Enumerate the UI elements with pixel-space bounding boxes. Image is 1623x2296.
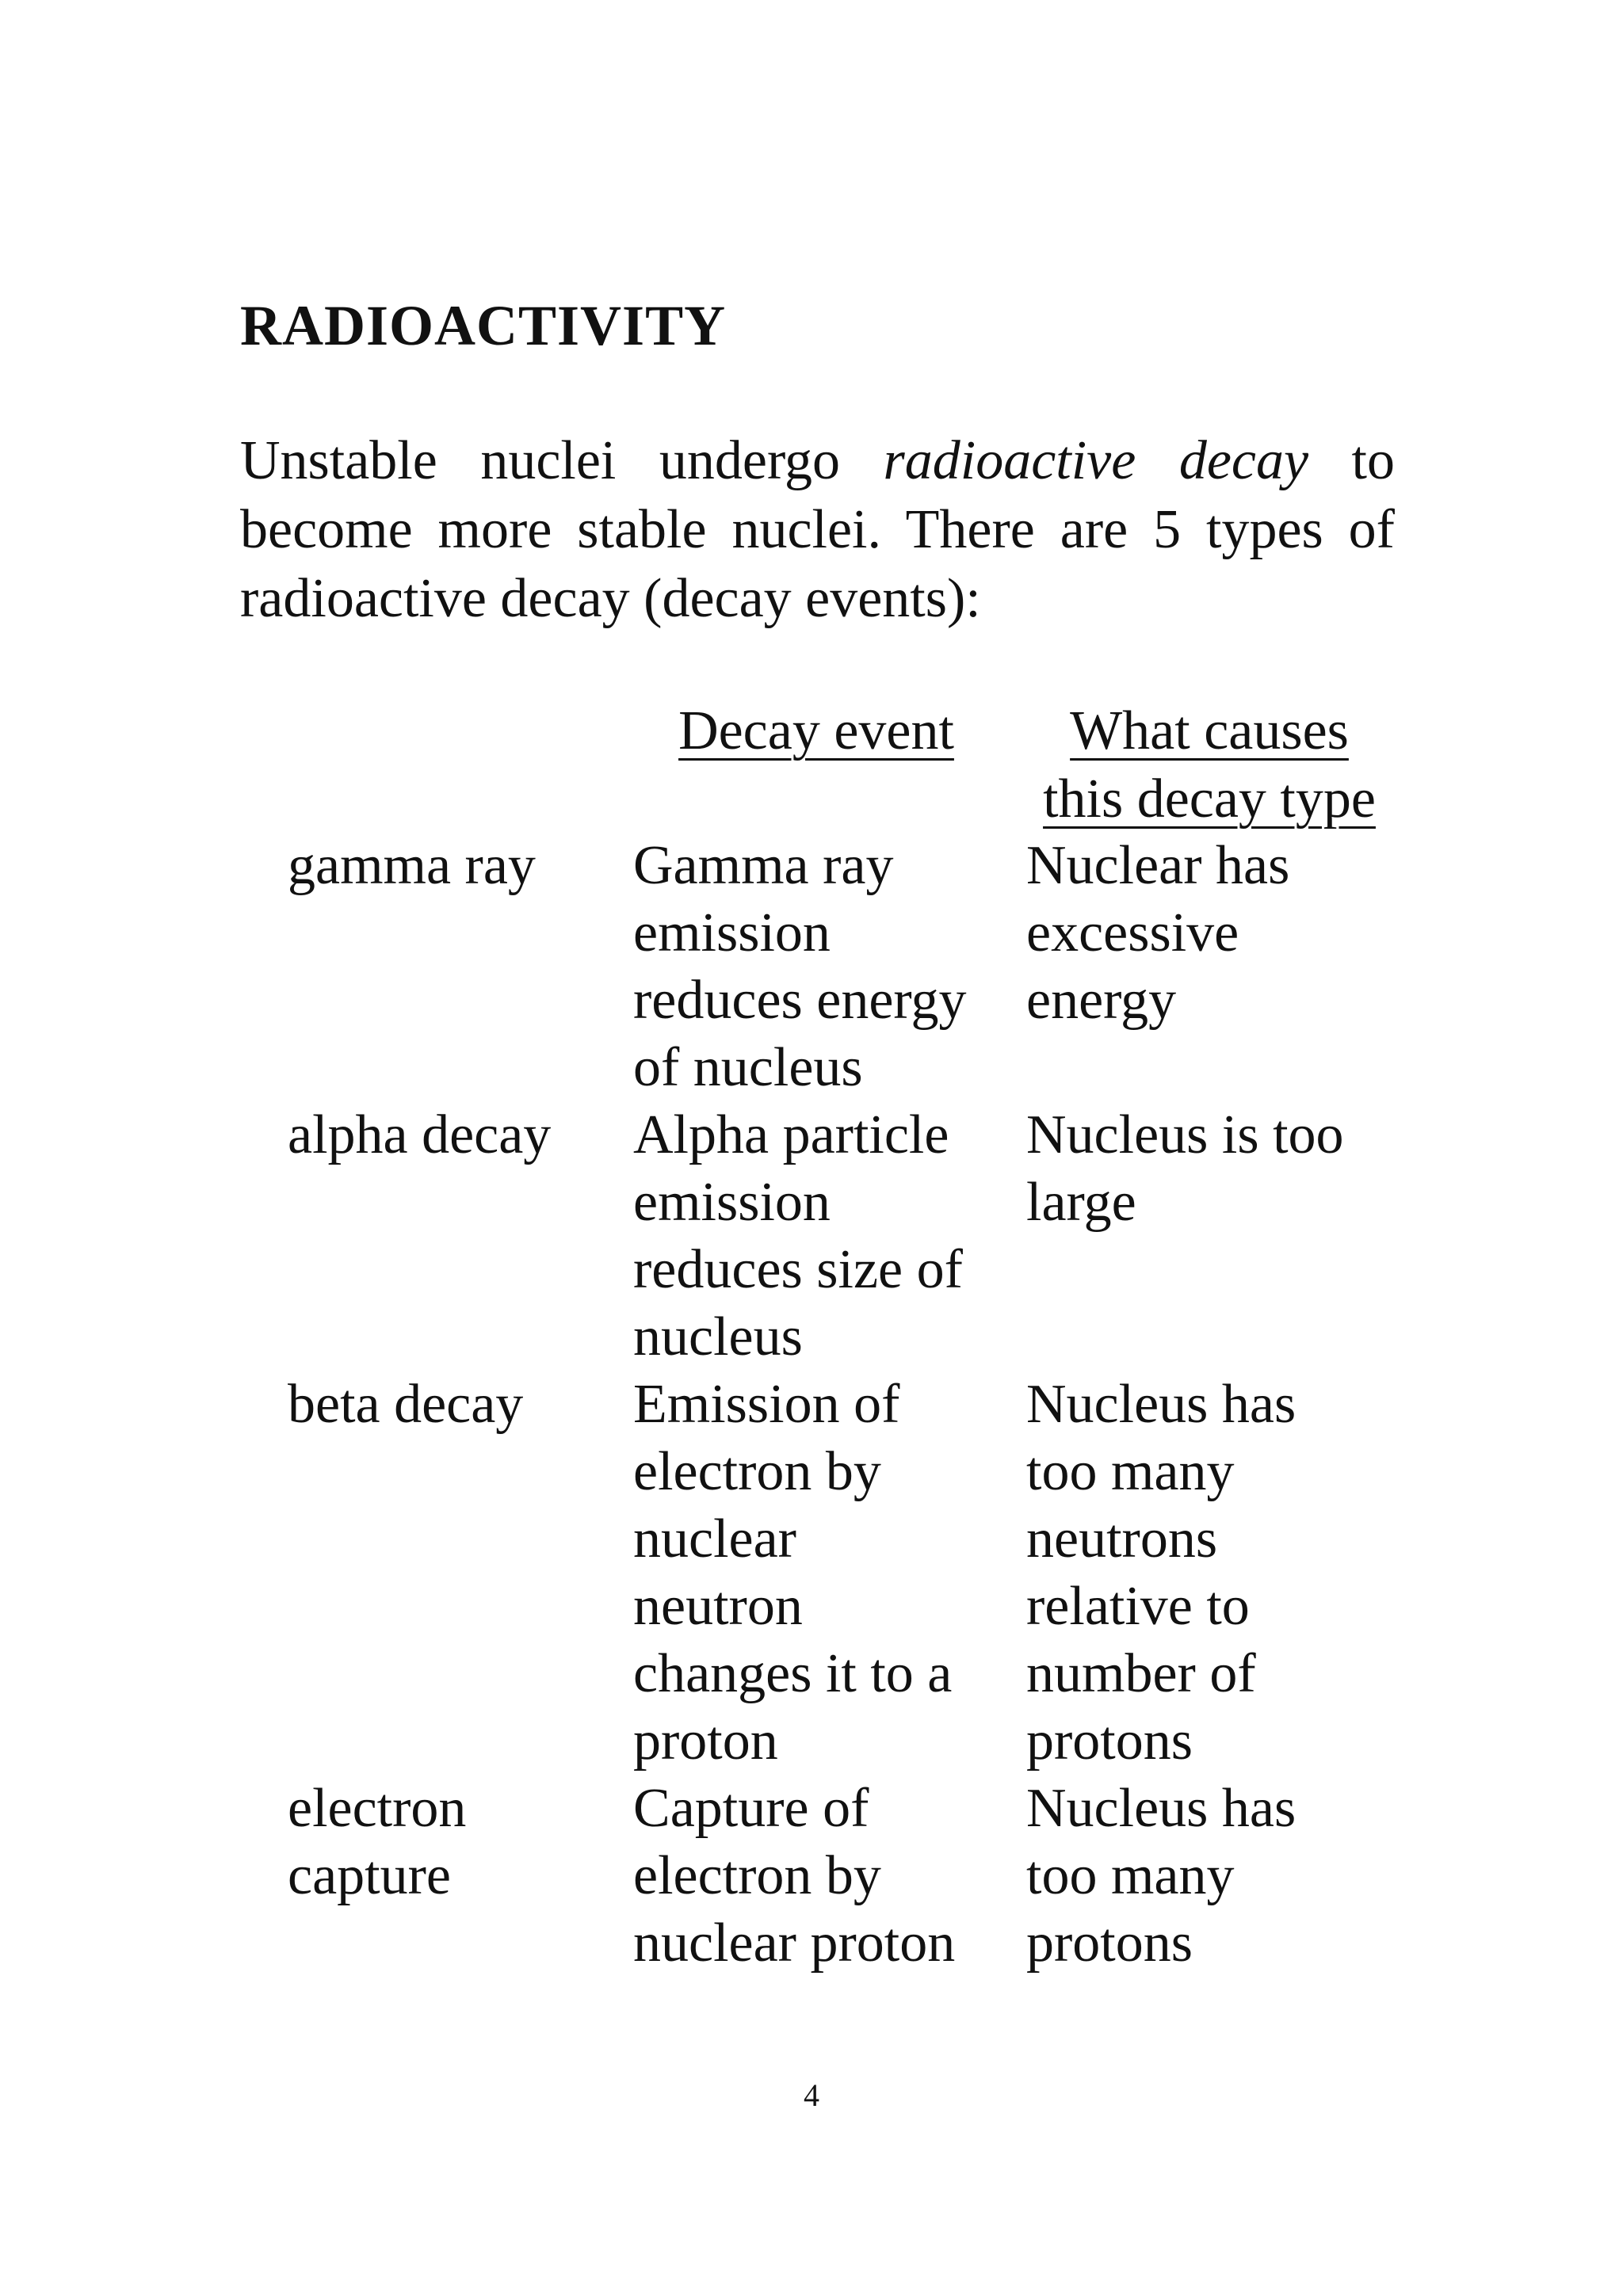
intro-line-2: become more stable nuclei. There are 5 types of	[240, 499, 1395, 560]
decay-cause-cell: Nucleus has too many protons	[1026, 1778, 1296, 1974]
decay-type-cell: gamma ray	[288, 835, 536, 896]
intro-line-3: radioactive decay (decay events):	[240, 568, 981, 629]
decay-event-cell: Alpha particle emission reduces size of nucleus	[633, 1104, 963, 1367]
decay-cause-cell: Nucleus has too many neutrons relative to number of protons	[1026, 1374, 1296, 1772]
intro-line-1	[240, 426, 1395, 495]
column-header-cause	[1027, 697, 1392, 833]
page-number: 4	[804, 2077, 819, 2113]
table-row-electron-capture	[288, 1775, 1397, 1977]
column-header-decay-event: Decay event	[678, 700, 954, 761]
decay-event-cell: Emission of electron by nuclear neutron changes it to a proton	[633, 1374, 953, 1772]
intro-emphasis: radioactive decay	[883, 430, 1309, 491]
column-header-cause-line-2: this decay type	[1043, 769, 1376, 830]
intro-line-1-start: Unstable nuclei undergo	[240, 430, 840, 491]
decay-event-cell: Capture of electron by nuclear proton	[633, 1778, 956, 1974]
decay-table	[288, 832, 1397, 1977]
decay-event-cell: Gamma ray emission reduces energy of nucleus	[633, 835, 967, 1098]
decay-cause-cell: Nucleus is too large	[1026, 1104, 1344, 1233]
decay-type-cell: alpha decay	[288, 1104, 552, 1165]
column-header-cause-line-1: What causes	[1070, 700, 1349, 761]
page-title: RADIOACTIVITY	[240, 294, 727, 357]
table-row-alpha	[288, 1101, 1397, 1371]
table-row-beta	[288, 1371, 1397, 1775]
intro-line-1-end: to	[1351, 430, 1395, 491]
decay-type-cell: electron capture	[288, 1778, 467, 1906]
decay-type-cell: beta decay	[288, 1374, 524, 1435]
table-row-gamma	[288, 832, 1397, 1101]
intro-paragraph	[240, 426, 1395, 633]
decay-cause-cell: Nuclear has excessive energy	[1026, 835, 1290, 1031]
